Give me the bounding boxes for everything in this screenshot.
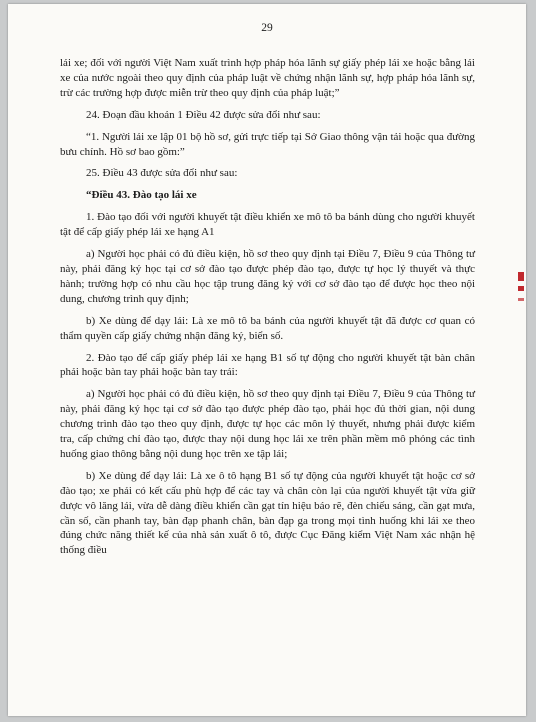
article-heading-text: “Điều 43. Đào tạo lái xe xyxy=(86,189,197,202)
document-body xyxy=(60,56,475,565)
paragraph: lái xe; đối với người Việt Nam xuất trình hợp pháp hóa lãnh sự giấy phép lái xe hoặc bằng lái xe của nước ngoài theo quy định của pháp luật về chứng nhận lãnh sự, hợp pháp hóa lãnh sự, trừ các trường hợp được miễn trừ theo quy định của pháp luật;” xyxy=(60,57,475,99)
paragraph: 1. Đào tạo đối với người khuyết tật điều khiển xe mô tô ba bánh dùng cho người khuyết tật để cấp giấy phép lái xe hạng A1 xyxy=(60,211,475,239)
binding-mark xyxy=(518,272,524,281)
binding-mark xyxy=(518,286,524,291)
paragraph: 2. Đào tạo để cấp giấy phép lái xe hạng B1 số tự động cho người khuyết tật bàn chân phải hoặc bàn tay phải hoặc bàn tay trái: xyxy=(60,351,475,379)
paragraph: b) Xe dùng để dạy lái: Là xe ô tô hạng B1 số tự động của người khuyết tật hoặc cơ sở đào tạo; xe phải có kết cấu phù hợp để các tay và chân còn lại của người khuyết tật vừa giữ được vô lăng lái, vừa dễ dàng điều khiển cần gạt tín hiệu báo rẽ, đèn chiếu sáng, cần gạt mưa, cần số, cần phanh tay, bàn đạp phanh chân, bàn đạp ga trong mọi tình huống khi lái xe theo đúng chức năng thiết kế của nhà sản xuất ô tô, được Cục Đăng kiểm Việt Nam xác nhận hệ thống điều xyxy=(60,469,475,557)
article-heading xyxy=(60,188,475,203)
paragraph: a) Người học phải có đủ điều kiện, hồ sơ theo quy định tại Điều 7, Điều 9 của Thông tư này, phải đăng ký học tại cơ sở đào tạo được phép đào tạo, phải học đủ thời gian, nội dung chương trình đào tạo theo quy định, được tự học các môn lý thuyết, nhưng phải được kiểm tra, cấp chứng chỉ đào tạo, được thay nội dung học lái xe trên phần mềm mô phỏng các tình huống giao thông bằng nội dung học trên xe tập lái; xyxy=(60,388,475,460)
paragraph: b) Xe dùng để dạy lái: Là xe mô tô ba bánh của người khuyết tật đã được cơ quan có thẩm quyền cấp giấy chứng nhận đăng ký, biển số. xyxy=(60,314,475,342)
paragraph: “1. Người lái xe lập 01 bộ hồ sơ, gửi trực tiếp tại Sở Giao thông vận tải hoặc qua đường bưu chính. Hồ sơ bao gồm:” xyxy=(60,130,475,158)
document-page xyxy=(8,4,526,716)
binding-mark xyxy=(518,298,524,301)
paragraph: 24. Đoạn đầu khoản 1 Điều 42 được sửa đổi như sau: xyxy=(86,108,321,121)
paragraph: a) Người học phải có đủ điều kiện, hồ sơ theo quy định tại Điều 7, Điều 9 của Thông tư này, phải đăng ký học tại cơ sở đào tạo được phép đào tạo, được tự học lý thuyết và thực hành; trường hợp có nhu cầu học tập trung đăng ký với cơ sở đào tạo để được học theo nội dung, chương trình quy định; xyxy=(60,248,475,305)
page-number: 29 xyxy=(261,22,273,34)
paragraph: 25. Điều 43 được sửa đổi như sau: xyxy=(86,167,238,180)
